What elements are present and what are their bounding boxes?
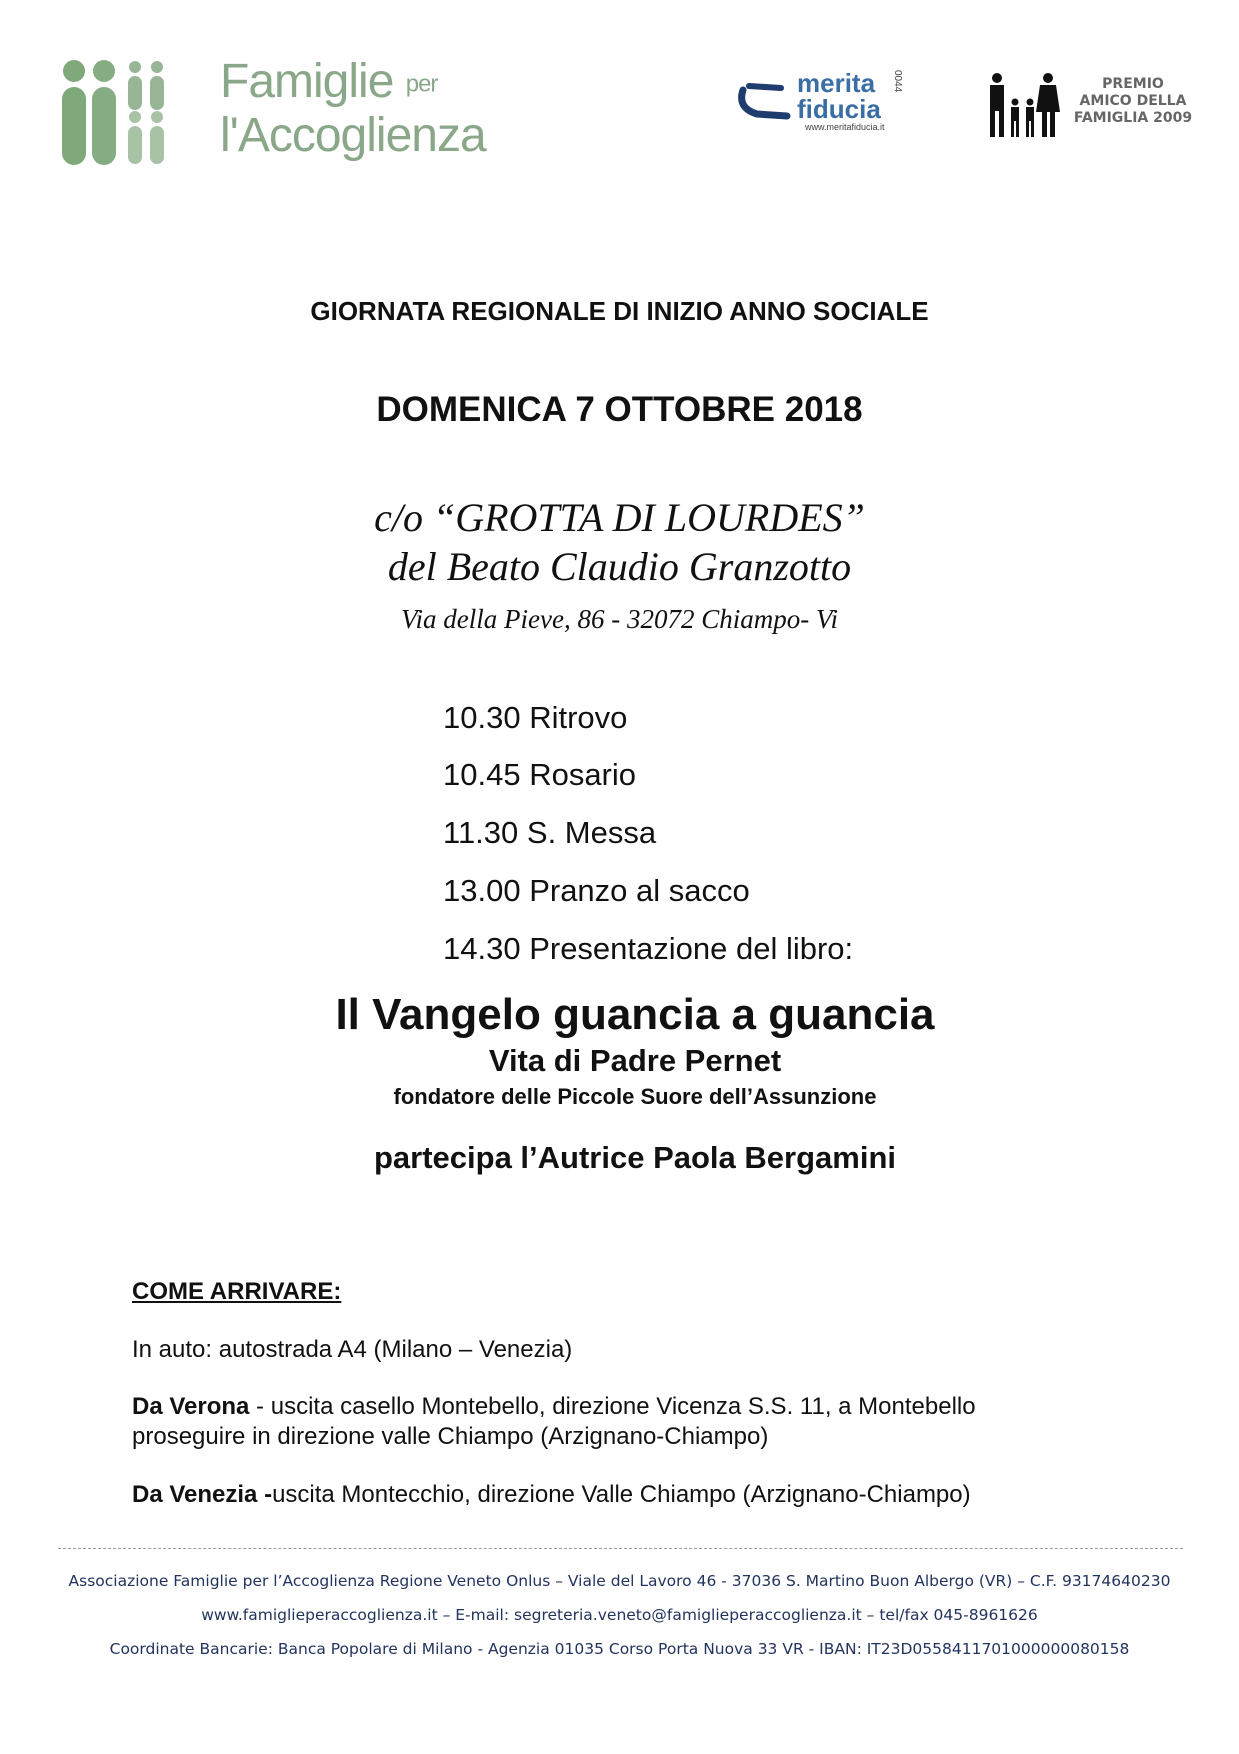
family-figures-icon: [60, 59, 170, 169]
author-line: partecipa l’Autrice Paola Bergamini: [373, 1140, 896, 1175]
directions-auto: [132, 1335, 572, 1365]
logo-wordmark: [220, 56, 486, 162]
directions-venezia: [132, 1480, 971, 1510]
book-description: fondatore delle Piccole Suore dell’Assunzione: [393, 1084, 877, 1109]
directions-verona: [132, 1392, 976, 1452]
footer-contacts: www.famiglieperaccoglienza.it – E-mail: segreteria.veneto@famiglieperaccoglienza.it – tel/fax 045-8961626: [201, 1606, 1038, 1624]
family-pictogram-icon: [985, 72, 1065, 138]
venue-address: Via della Pieve, 86 - 32072 Chiampo- Vi: [401, 604, 838, 634]
schedule-item: 13.00 Pranzo al sacco: [443, 873, 750, 908]
premio-text: [1073, 76, 1193, 127]
schedule-item: 10.30 Ritrovo: [443, 700, 628, 735]
directions-verona-text: - uscita casello Montebello, direzione Vicenza S.S. 11, a Montebello: [249, 1393, 976, 1420]
event-date: DOMENICA 7 OTTOBRE 2018: [376, 390, 863, 429]
logo-word-accoglienza: l'Accoglienza: [220, 109, 486, 163]
directions-heading: COME ARRIVARE:: [132, 1278, 342, 1305]
merita-url: www.meritafiducia.it: [805, 122, 885, 132]
footer-bank: Coordinate Bancarie: Banca Popolare di Milano - Agenzia 01035 Corso Porta Nuova 33 VR - IBAN: IT23D0558411701000000080158: [109, 1640, 1130, 1658]
logo-word-famiglie: Famiglie: [220, 55, 394, 108]
book-subtitle: Vita di Padre Pernet: [488, 1043, 782, 1078]
schedule-item: 14.30 Presentazione del libro:: [443, 931, 854, 966]
directions-verona-text-2: proseguire in direzione valle Chiampo (Arzignano-Chiampo): [132, 1423, 769, 1450]
merita-swoosh-icon: [735, 78, 805, 128]
book-title: Il Vangelo guancia a guancia: [335, 990, 935, 1039]
premio-logo: [985, 72, 1193, 142]
directions-venezia-text: uscita Montecchio, direzione Valle Chiampo (Arzignano-Chiampo): [272, 1481, 971, 1508]
venue-subtitle: del Beato Claudio Granzotto: [387, 544, 852, 589]
schedule-item: 11.30 S. Messa: [443, 815, 657, 850]
merita-code: 0044: [892, 70, 903, 93]
premio-line: PREMIO: [1102, 76, 1164, 92]
directions-verona-label: Da Verona: [132, 1393, 250, 1420]
footer-address: Associazione Famiglie per l’Accoglienza Regione Veneto Onlus – Viale del Lavoro 46 - 37036 S. Martino Buon Albergo (VR) – C.F. 93174640230: [68, 1572, 1171, 1590]
directions-auto-text: autostrada A4 (Milano – Venezia): [212, 1336, 573, 1363]
premio-line: AMICO DELLA: [1079, 93, 1187, 109]
premio-line: FAMIGLIA 2009: [1073, 110, 1193, 126]
merita-fiducia-logo: [735, 70, 915, 140]
venue-name: c/o “GROTTA DI LOURDES”: [374, 495, 865, 540]
event-title: GIORNATA REGIONALE DI INIZIO ANNO SOCIALE: [310, 296, 929, 326]
schedule-item: 10.45 Rosario: [443, 757, 637, 792]
directions-auto-label: In auto:: [132, 1336, 213, 1363]
directions-venezia-label: Da Venezia -: [132, 1481, 273, 1508]
merita-word: merita: [797, 68, 876, 98]
fiducia-word: fiducia: [797, 94, 881, 124]
logo-word-per: per: [405, 70, 438, 98]
footer-divider: [58, 1548, 1183, 1549]
